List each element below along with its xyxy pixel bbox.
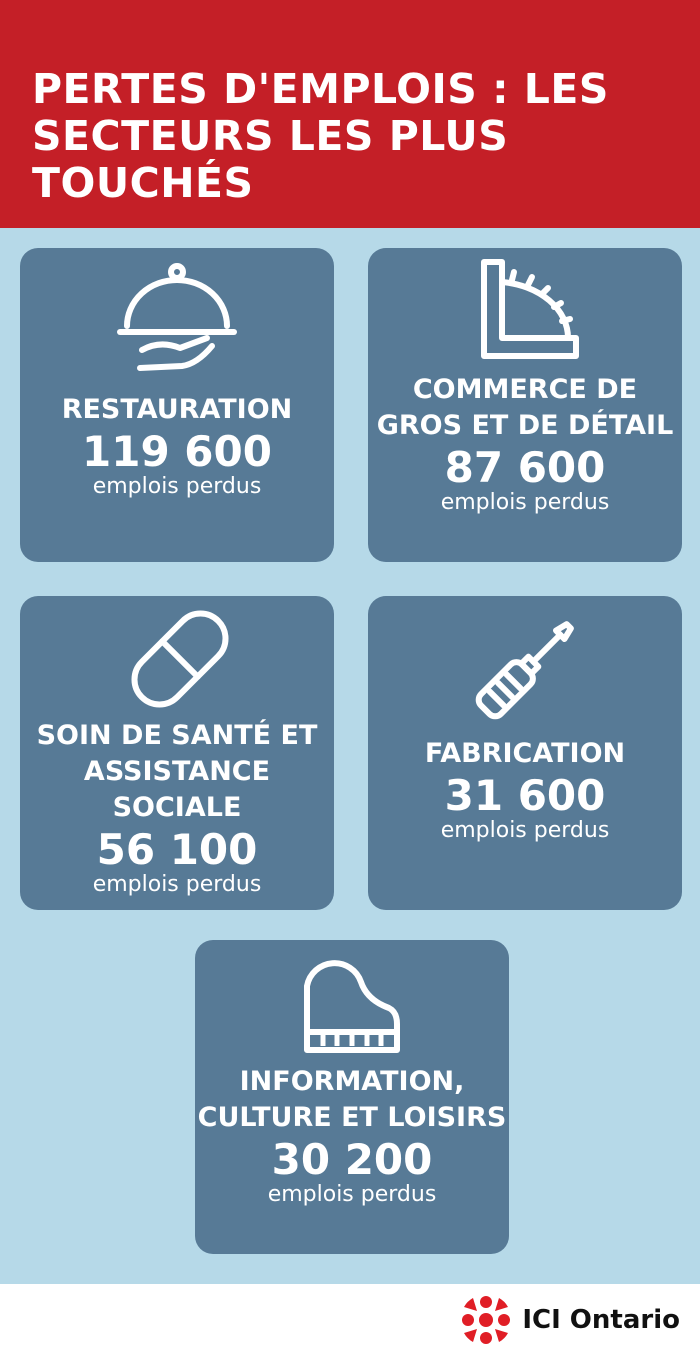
sector-unit: emplois perdus <box>440 490 610 515</box>
sector-unit: emplois perdus <box>92 474 262 499</box>
header-banner <box>0 0 700 228</box>
sector-label: RESTAURATION <box>61 394 293 425</box>
sector-label: INFORMATION, CULTURE ET LOISIRS <box>197 1066 507 1133</box>
brand-logo <box>458 1292 680 1348</box>
sector-value: 119 600 <box>82 427 272 476</box>
sector-unit: emplois perdus <box>440 818 610 843</box>
sector-label: FABRICATION <box>424 738 626 769</box>
brand-name: ICI Ontario <box>522 1305 680 1335</box>
sector-unit: emplois perdus <box>267 1182 437 1207</box>
pill-icon <box>120 604 240 714</box>
sector-unit: emplois perdus <box>92 872 262 897</box>
sector-card-sante <box>20 596 334 910</box>
sector-label: SOIN DE SANTÉ ET ASSISTANCE SOCIALE <box>36 720 318 823</box>
cloche-icon <box>112 254 242 384</box>
sector-value: 30 200 <box>271 1135 433 1184</box>
sector-label: COMMERCE DE GROS ET DE DÉTAIL <box>376 374 674 441</box>
footer <box>0 1284 700 1355</box>
sector-card-restauration <box>20 248 334 562</box>
radio-canada-gem-icon <box>458 1292 514 1348</box>
sector-card-fabrication <box>368 596 682 910</box>
cash-register-icon <box>472 258 592 368</box>
sector-value: 87 600 <box>444 443 606 492</box>
sector-card-commerce <box>368 248 682 562</box>
screwdriver-icon <box>462 608 592 728</box>
sector-value: 56 100 <box>96 825 258 874</box>
page-title: PERTES D'EMPLOIS : LES SECTEURS LES PLUS TOUCHÉS <box>32 65 609 207</box>
sector-card-information <box>195 940 509 1254</box>
piano-icon <box>297 954 407 1064</box>
sector-value: 31 600 <box>444 771 606 820</box>
